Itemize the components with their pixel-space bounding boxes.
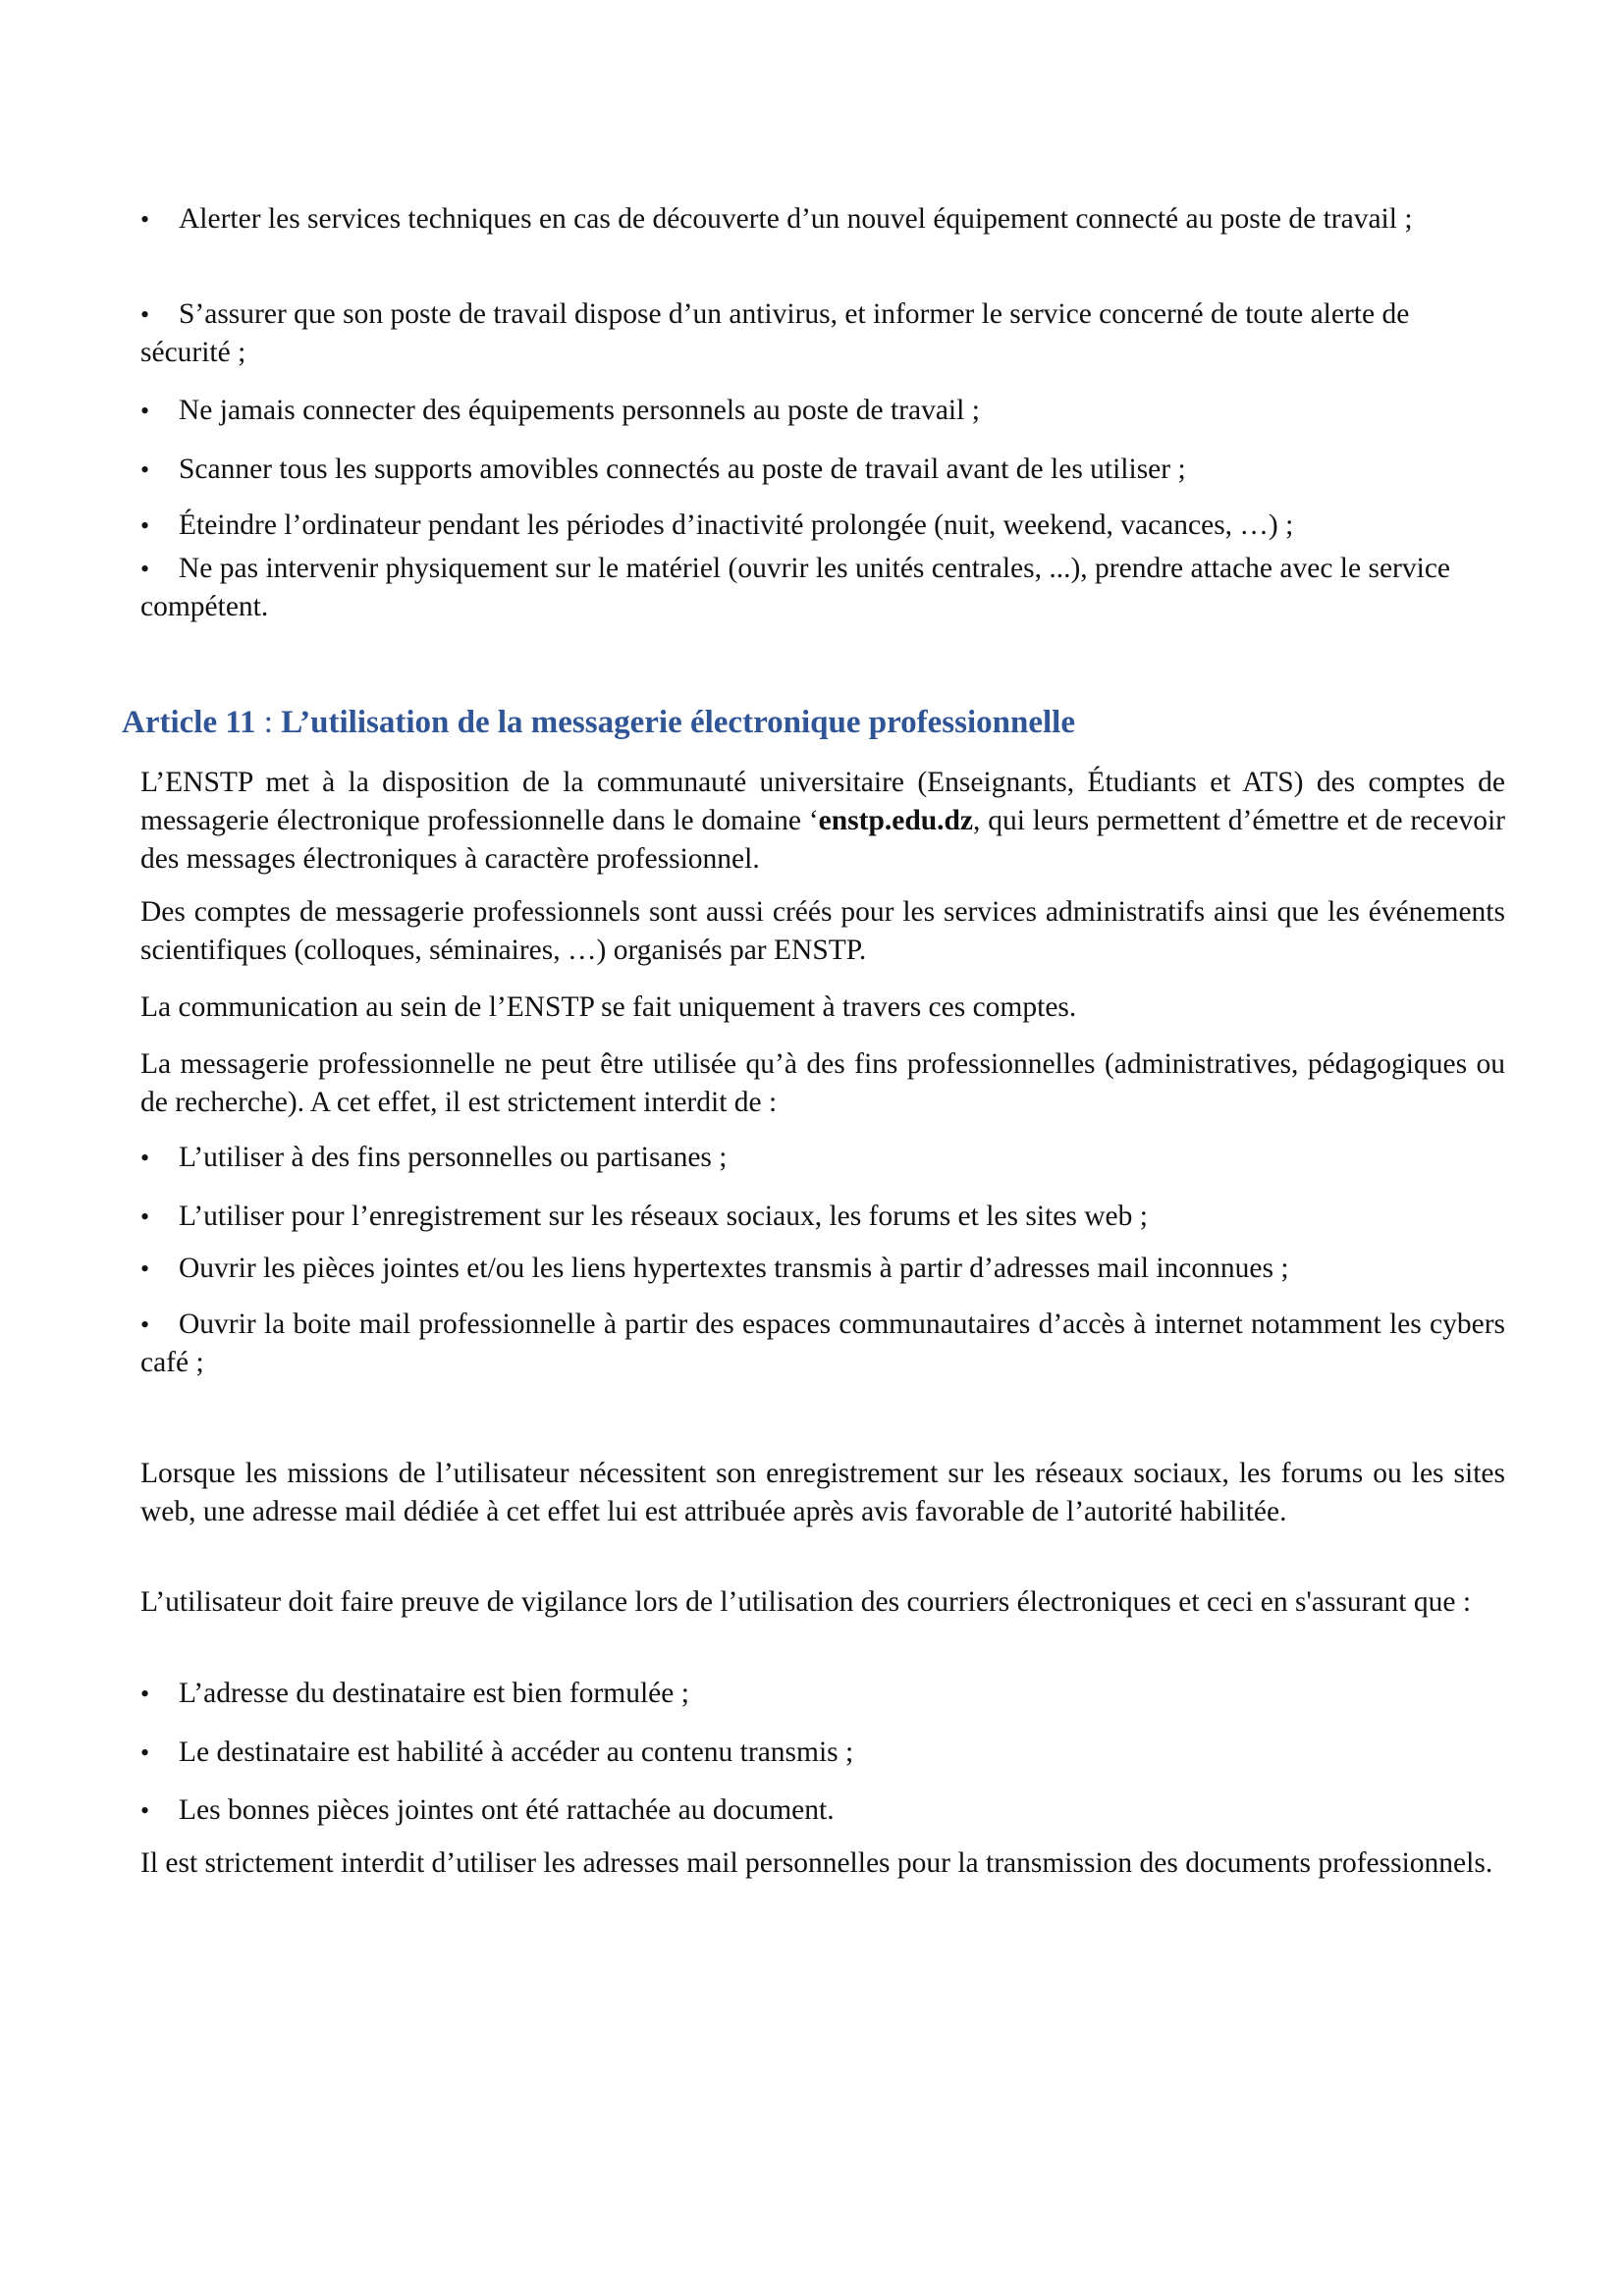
article-title: L’utilisation de la messagerie électronique professionnelle bbox=[281, 705, 1075, 740]
paragraph-vigilance: L’utilisateur doit faire preuve de vigilance lors de l’utilisation des courriers électroniques et ceci en s'assurant que : bbox=[140, 1586, 1472, 1618]
intro-text: L’ENSTP met à la disposition de la communauté universitaire (Enseignants, Étudiants et ATS) des comptes de messagerie électronique professionnelle dans le domaine ‘ bbox=[140, 767, 1505, 836]
list-item bbox=[140, 200, 1495, 239]
list-item-text: Ouvrir la boite mail professionnelle à partir des espaces communautaires d’accès à internet notamment les cybers café ; bbox=[140, 1308, 1505, 1378]
paragraph-communication: La communication au sein de l’ENSTP se fait uniquement à travers ces comptes. bbox=[140, 991, 1077, 1023]
list-item bbox=[140, 1139, 1505, 1177]
list-item bbox=[140, 1675, 1505, 1713]
list-item bbox=[140, 1734, 1505, 1772]
list-item-text: Ne jamais connecter des équipements personnels au poste de travail ; bbox=[179, 395, 980, 426]
list-item-text: L’utiliser pour l’enregistrement sur les réseaux sociaux, les forums et les sites web ; bbox=[179, 1201, 1148, 1232]
list-item bbox=[140, 550, 1520, 626]
list-item-text: L’utiliser à des fins personnelles ou partisanes ; bbox=[179, 1142, 728, 1173]
list-item bbox=[140, 392, 1505, 430]
article-heading bbox=[122, 703, 1075, 742]
paragraph-missions: Lorsque les missions de l’utilisateur nécessitent son enregistrement sur les réseaux sociaux, les forums ou les sites web, une adresse mail dédiée à cet effet lui est attribuée après avis favorable de l’autorité habilitée. bbox=[140, 1458, 1505, 1527]
list-item-text: L’adresse du destinataire est bien formulée ; bbox=[179, 1678, 689, 1709]
paragraph-usage: La messagerie professionnelle ne peut être utilisée qu’à des fins professionnelles (administratives, pédagogiques ou de recherche). A cet effet, il est strictement interdit de : bbox=[140, 1048, 1505, 1118]
list-item-text: Les bonnes pièces jointes ont été rattachée au document. bbox=[179, 1794, 835, 1826]
list-item-text: S’assurer que son poste de travail dispose d’un antivirus, et informer le service concerné de toute alerte de sécurité ; bbox=[140, 298, 1410, 368]
list-item bbox=[140, 1791, 1505, 1830]
paragraph-accounts: Des comptes de messagerie professionnels sont aussi créés pour les services administratifs ainsi que les événements scientifiques (colloques, séminaires, …) organisés par ENSTP. bbox=[140, 896, 1505, 966]
intro-paragraph bbox=[140, 764, 1505, 879]
paragraph-forbidden: Il est strictement interdit d’utiliser les adresses mail personnelles pour la transmission des documents professionnels. bbox=[140, 1847, 1493, 1879]
list-item-text: Ouvrir les pièces jointes et/ou les liens hypertextes transmis à partir d’adresses mail inconnues ; bbox=[179, 1253, 1289, 1284]
article-separator: : bbox=[255, 705, 282, 740]
list-item bbox=[140, 295, 1495, 372]
list-item-text: Le destinataire est habilité à accéder au contenu transmis ; bbox=[179, 1736, 854, 1768]
list-item bbox=[140, 1306, 1505, 1382]
article-number: Article 11 bbox=[122, 705, 256, 740]
list-item-text: Ne pas intervenir physiquement sur le matériel (ouvrir les unités centrales, ...), prendre attache avec le service compétent. bbox=[140, 553, 1451, 622]
list-item bbox=[140, 507, 1505, 545]
email-domain: enstp.edu.dz bbox=[818, 805, 974, 836]
list-item-text: Scanner tous les supports amovibles connectés au poste de travail avant de les utiliser ; bbox=[179, 454, 1186, 485]
list-item bbox=[140, 451, 1505, 489]
intro-text-end: , qui leurs permettent d’émettre et de recevoir des messages électroniques à caractère professionnel. bbox=[140, 805, 1505, 875]
list-item-text: Alerter les services techniques en cas de découverte d’un nouvel équipement connecté au poste de travail ; bbox=[179, 203, 1413, 235]
list-item bbox=[140, 1198, 1505, 1236]
list-item-text: Éteindre l’ordinateur pendant les périodes d’inactivité prolongée (nuit, weekend, vacances, …) ; bbox=[179, 509, 1294, 541]
list-item bbox=[140, 1250, 1505, 1288]
